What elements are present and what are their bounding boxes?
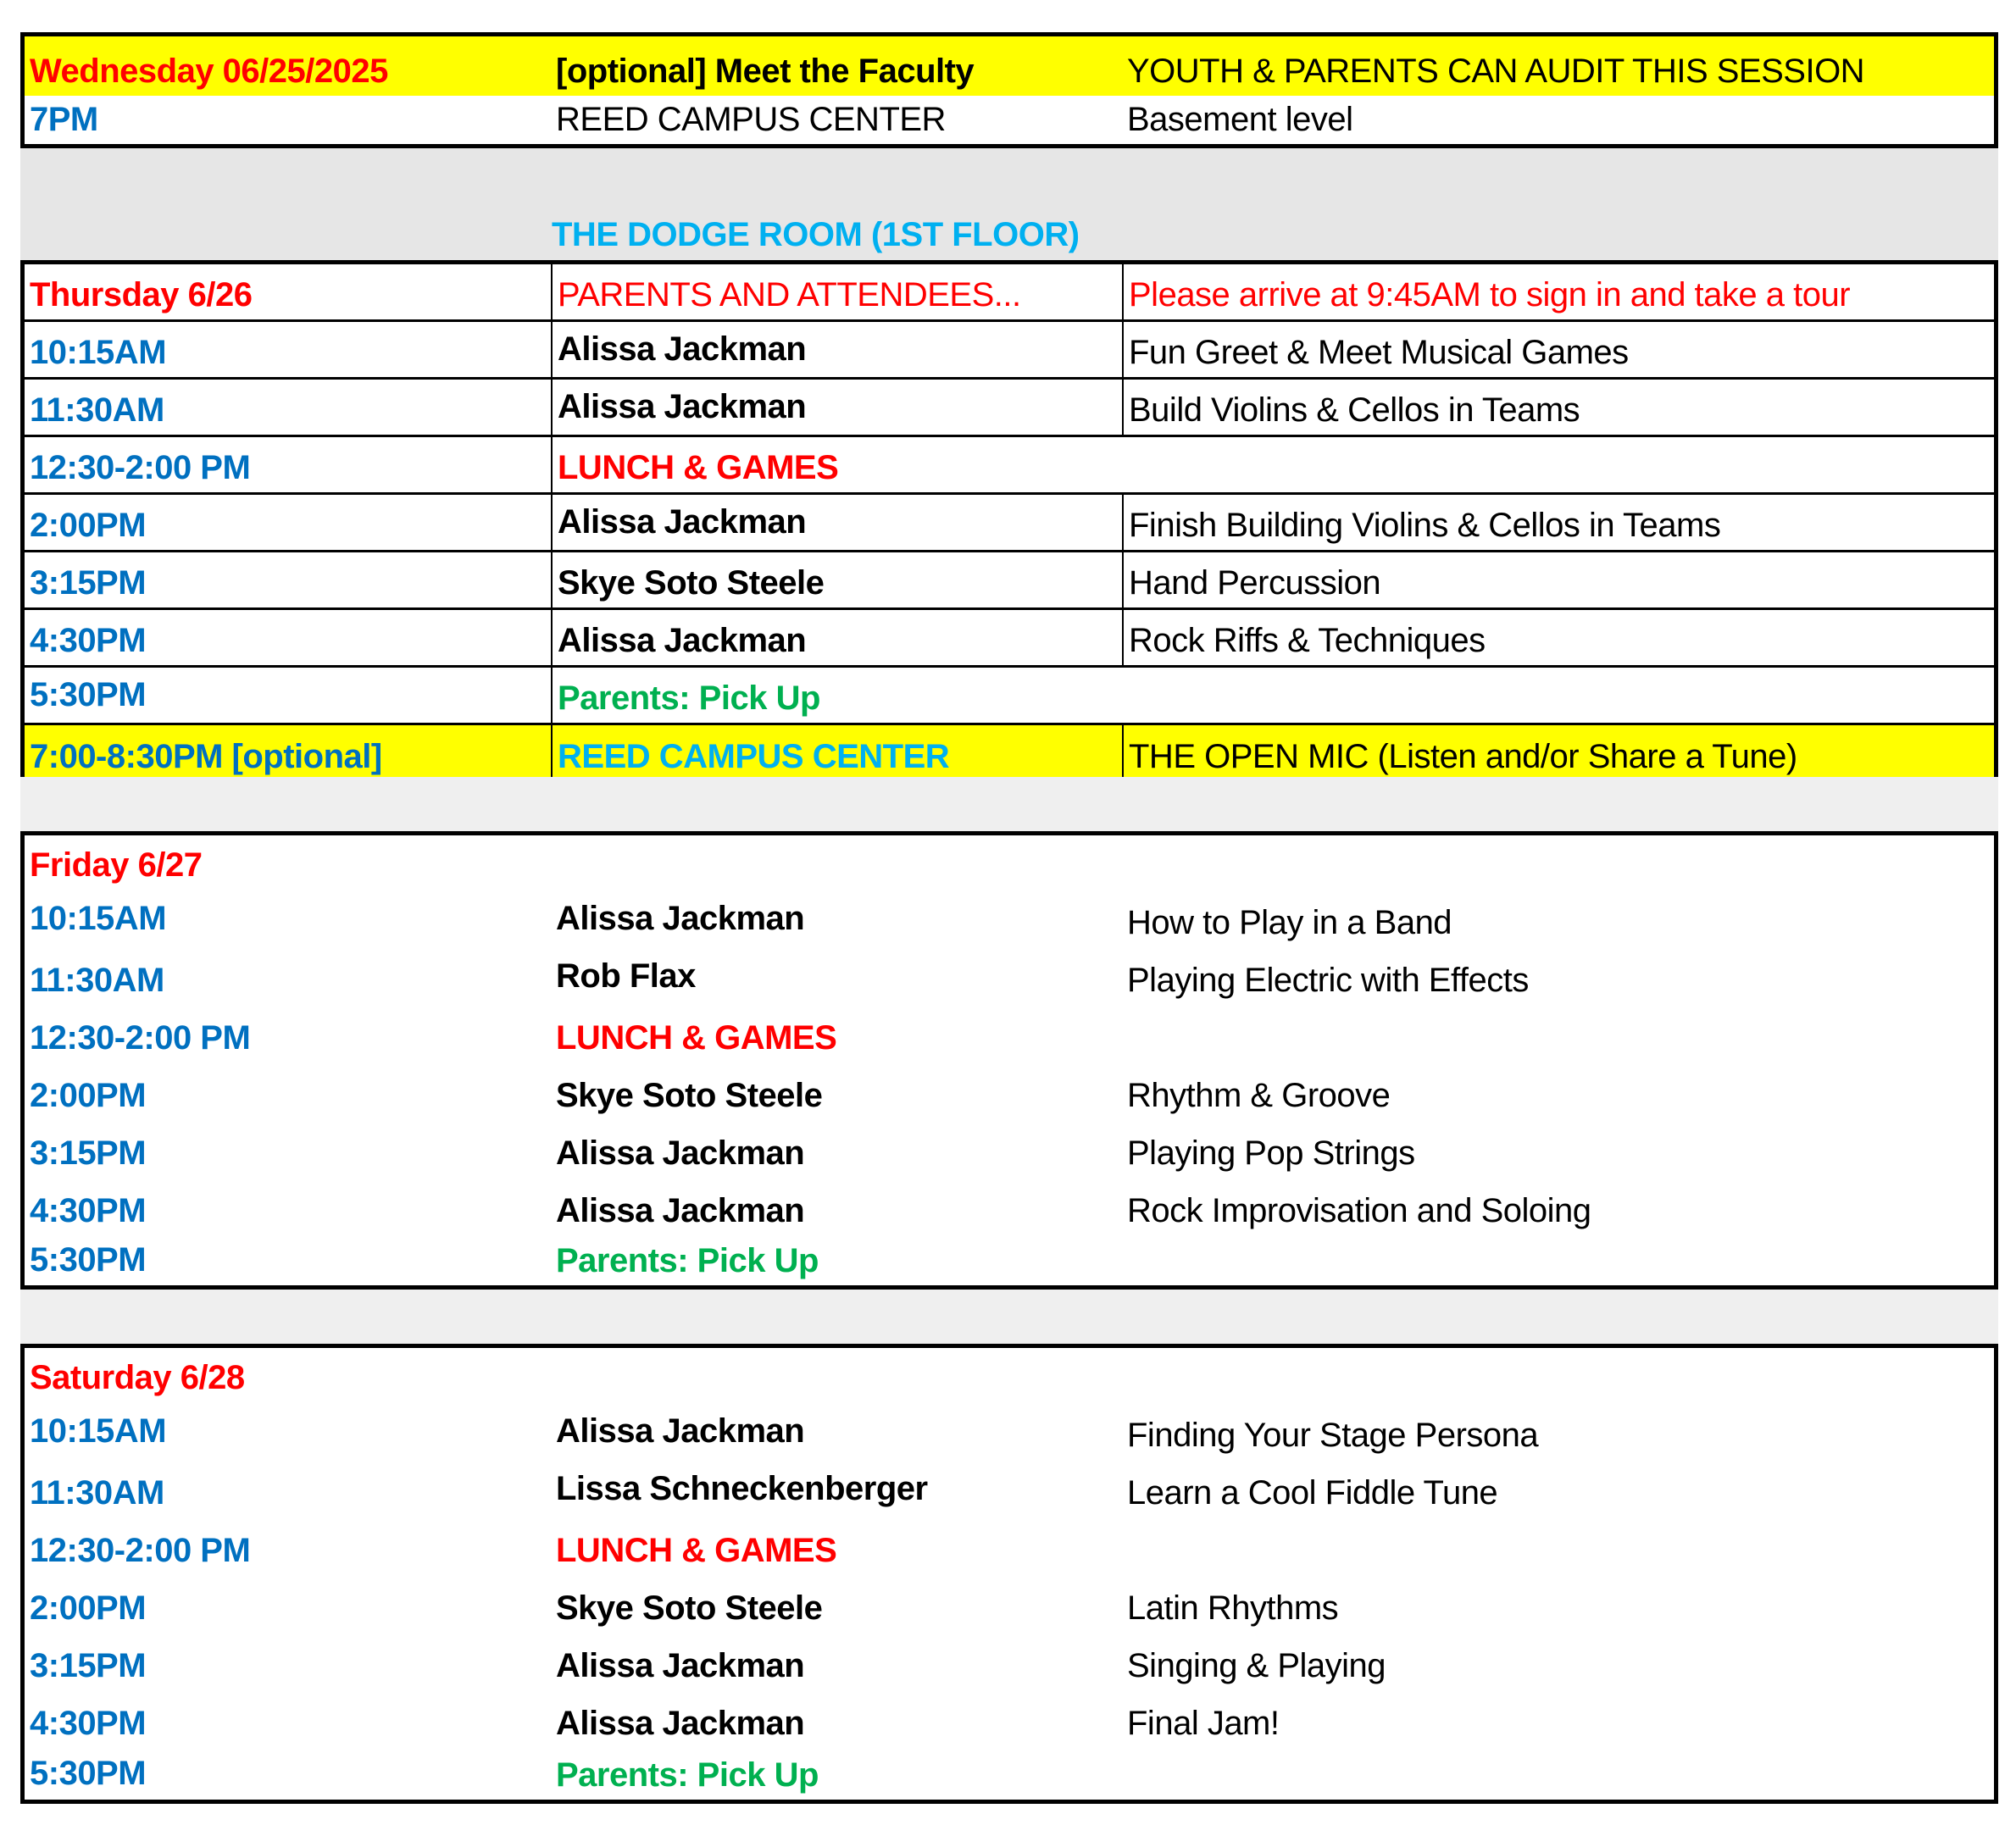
table-row [25,1748,1994,1800]
time-cell: 2:00PM [30,1589,147,1627]
session-cell: How to Play in a Band [1127,904,1452,941]
instructor-cell: Rob Flax [556,957,696,995]
friday-header-row [25,835,1994,890]
thursday-attendees-label: PARENTS AND ATTENDEES... [551,264,1122,319]
time-cell: 5:30PM [30,676,147,713]
table-row [25,947,1994,1005]
instructor-cell: Alissa Jackman [556,1192,805,1229]
time-cell: 5:30PM [30,1241,147,1279]
instructor-cell: Lissa Schneckenberger [556,1469,928,1507]
time-cell: 3:15PM [30,564,147,602]
instructor-cell: Skye Soto Steele [556,1077,823,1114]
lunch-cell: LUNCH & GAMES [556,1532,837,1569]
wednesday-day-label: Wednesday 06/25/2025 [30,53,388,90]
session-cell: Hand Percussion [1122,552,1994,607]
time-cell: 10:15AM [30,1412,167,1450]
session-cell: Playing Electric with Effects [1127,962,1529,999]
session-cell: Rock Riffs & Techniques [1122,610,1994,665]
session-cell: Playing Pop Strings [1127,1134,1415,1172]
session-cell: Learn a Cool Fiddle Tune [1127,1474,1498,1512]
time-cell: 10:15AM [30,899,167,937]
table-row [25,322,1994,380]
time-cell: 4:30PM [30,1705,147,1742]
time-cell: 12:30-2:00 PM [30,1532,251,1569]
pickup-cell: Parents: Pick Up [556,1242,819,1279]
thursday-header-row [25,264,1994,322]
open-mic-row [25,725,1994,781]
time-cell: 7:00-8:30PM [optional] [30,738,382,775]
table-row [25,1235,1994,1285]
time-cell: 2:00PM [30,507,147,544]
instructor-cell: Alissa Jackman [556,899,805,937]
table-row [25,380,1994,437]
session-cell: Final Jam! [1127,1705,1280,1742]
wednesday-table [20,32,1998,148]
pickup-cell: Parents: Pick Up [551,668,1122,723]
session-cell: Build Violins & Cellos in Teams [1122,380,1994,435]
instructor-cell: Alissa Jackman [551,380,1122,435]
saturday-header-row [25,1348,1994,1402]
table-row [25,1517,1994,1575]
time-cell: 12:30-2:00 PM [30,1019,251,1057]
session-cell: Fun Greet & Meet Musical Games [1122,322,1994,377]
session-cell: Singing & Playing [1127,1647,1386,1684]
time-cell: 3:15PM [30,1134,147,1172]
session-cell: Rock Improvisation and Soloing [1127,1192,1591,1229]
table-row [25,1402,1994,1460]
table-row [25,1005,1994,1062]
instructor-cell: Alissa Jackman [556,1647,805,1684]
time-cell: 11:30AM [30,962,164,999]
table-row [25,1633,1994,1690]
table-row [25,437,1994,495]
meet-faculty-event: [optional] Meet the Faculty [556,53,975,90]
time-cell: 4:30PM [30,622,147,659]
open-mic-location: REED CAMPUS CENTER [551,725,1122,781]
table-row [25,1690,1994,1748]
open-mic-session: THE OPEN MIC (Listen and/or Share a Tune) [1122,725,1994,781]
instructor-cell: Skye Soto Steele [556,1589,823,1627]
audit-note: YOUTH & PARENTS CAN AUDIT THIS SESSION [1127,53,1865,90]
thursday-arrival-note: Please arrive at 9:45AM to sign in and take a tour [1122,264,1994,319]
saturday-day-label: Saturday 6/28 [30,1359,245,1396]
lunch-cell: LUNCH & GAMES [556,1019,837,1057]
location-banner [20,148,1998,263]
session-cell: Latin Rhythms [1127,1589,1339,1627]
saturday-table [20,1344,1998,1804]
dodge-room-label: THE DODGE ROOM (1ST FLOOR) [552,216,1080,253]
table-row [25,1178,1994,1235]
wednesday-header-row [25,36,1994,96]
time-cell: 4:30PM [30,1192,147,1229]
section-divider [20,1290,1998,1344]
time-cell: 2:00PM [30,1077,147,1114]
table-row [25,552,1994,610]
table-row [25,1062,1994,1120]
wednesday-location-detail: Basement level [1127,101,1353,138]
table-row [25,610,1994,668]
time-cell: 5:30PM [30,1755,147,1792]
instructor-cell: Alissa Jackman [551,495,1122,550]
time-cell: 10:15AM [30,334,167,371]
table-row [25,890,1994,947]
table-row [25,495,1994,552]
thursday-table [20,260,1998,777]
time-cell: 12:30-2:00 PM [30,449,251,486]
pickup-cell: Parents: Pick Up [556,1756,819,1794]
table-row [25,668,1994,725]
section-divider [20,777,1998,831]
instructor-cell: Alissa Jackman [556,1134,805,1172]
lunch-cell: LUNCH & GAMES [551,437,1122,492]
instructor-cell: Alissa Jackman [551,610,1122,665]
thursday-day-label: Thursday 6/26 [30,276,253,313]
time-cell: 11:30AM [30,391,164,429]
wednesday-time: 7PM [30,101,98,138]
table-row [25,1575,1994,1633]
instructor-cell: Skye Soto Steele [551,552,1122,607]
table-row [25,1120,1994,1178]
wednesday-time-row [25,96,1994,144]
instructor-cell: Alissa Jackman [551,322,1122,377]
session-cell: Finding Your Stage Persona [1127,1417,1539,1454]
instructor-cell: Alissa Jackman [556,1412,805,1450]
instructor-cell: Alissa Jackman [556,1705,805,1742]
time-cell: 3:15PM [30,1647,147,1684]
friday-day-label: Friday 6/27 [30,846,203,884]
wednesday-location: REED CAMPUS CENTER [556,101,946,138]
session-cell: Rhythm & Groove [1127,1077,1391,1114]
time-cell: 11:30AM [30,1474,164,1512]
friday-table [20,831,1998,1290]
table-row [25,1460,1994,1517]
session-cell: Finish Building Violins & Cellos in Teams [1122,495,1994,550]
